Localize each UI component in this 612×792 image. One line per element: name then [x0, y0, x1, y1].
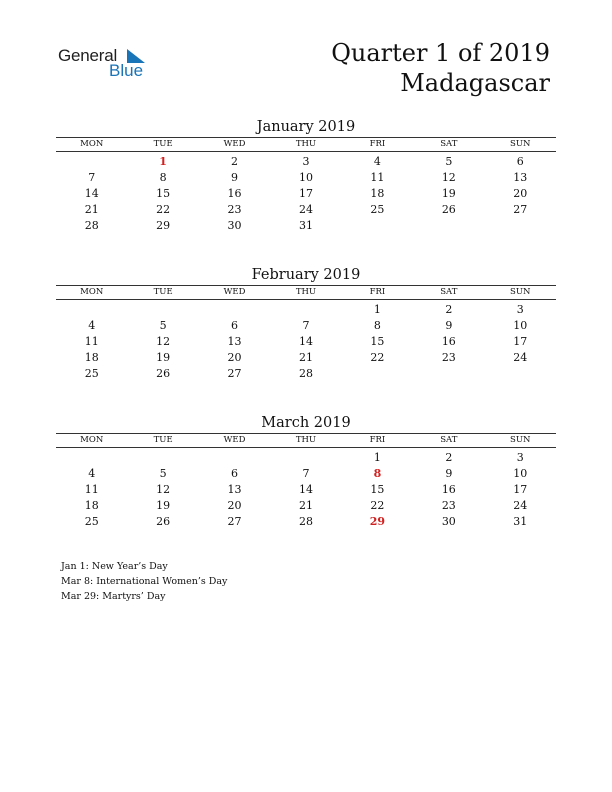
weekday-label: THU: [295, 435, 317, 445]
day-cell: 6: [231, 467, 239, 480]
weekday-label: MON: [80, 139, 104, 149]
month-title: March 2019: [261, 415, 351, 431]
weekday-label: WED: [223, 287, 246, 297]
day-cell: 7: [302, 319, 310, 332]
day-cell: 30: [441, 515, 456, 528]
brand-name-blue: Blue: [109, 61, 144, 80]
weekday-label: WED: [223, 435, 246, 445]
day-cell: 13: [513, 171, 528, 184]
holiday-day-cell: 29: [369, 515, 386, 528]
day-cell: 11: [84, 483, 99, 496]
week-row: [56, 334, 556, 350]
day-cell: 10: [513, 319, 528, 332]
day-cell: 28: [298, 367, 313, 380]
day-cell: 21: [298, 351, 313, 364]
month-title: February 2019: [251, 267, 361, 283]
week-row: [56, 318, 556, 334]
week-row: [56, 218, 556, 234]
weekday-label: TUE: [153, 139, 173, 149]
day-cell: 2: [231, 155, 239, 168]
day-cell: [485, 366, 556, 382]
day-cell: 12: [156, 335, 171, 348]
day-cell: 2: [445, 451, 453, 464]
day-cell: [413, 366, 484, 382]
day-cell: 6: [516, 155, 524, 168]
country-title: Madagascar: [400, 69, 550, 97]
day-cell: 20: [227, 499, 242, 512]
week-row: [56, 186, 556, 202]
day-cell: 11: [370, 171, 385, 184]
week-row: [56, 350, 556, 366]
day-cell: 25: [84, 367, 99, 380]
day-cell: [199, 450, 270, 466]
day-cell: 15: [370, 335, 385, 348]
day-cell: 23: [227, 203, 242, 216]
day-cell: [199, 302, 270, 318]
week-row: [56, 514, 556, 530]
day-cell: 2: [445, 303, 453, 316]
weekday-label: MON: [80, 435, 104, 445]
day-cell: 10: [513, 467, 528, 480]
day-cell: 14: [298, 335, 313, 348]
day-cell: 18: [84, 351, 99, 364]
weekday-label: TUE: [153, 435, 173, 445]
day-cell: 31: [298, 219, 313, 232]
month-block: [56, 117, 556, 234]
day-cell: 16: [227, 187, 242, 200]
day-cell: [342, 218, 413, 234]
weekday-label: SUN: [510, 139, 531, 149]
day-cell: 1: [373, 303, 381, 316]
day-cell: 20: [513, 187, 528, 200]
day-cell: [270, 302, 341, 318]
day-cell: 24: [513, 499, 528, 512]
week-row: [56, 482, 556, 498]
day-cell: 5: [159, 319, 167, 332]
weekday-label: THU: [295, 139, 317, 149]
week-row: [56, 302, 556, 318]
week-row: [56, 202, 556, 218]
week-row: [56, 498, 556, 514]
day-cell: 25: [84, 515, 99, 528]
day-cell: 19: [156, 499, 171, 512]
brand-name-general: General: [58, 46, 118, 65]
day-cell: 16: [441, 483, 456, 496]
day-cell: 3: [516, 451, 524, 464]
day-cell: 6: [231, 319, 239, 332]
day-cell: 11: [84, 335, 99, 348]
day-cell: 28: [298, 515, 313, 528]
day-cell: 27: [513, 203, 528, 216]
day-cell: 9: [231, 171, 239, 184]
holiday-note: Jan 1: New Year’s Day: [61, 561, 168, 572]
day-cell: 17: [298, 187, 313, 200]
holiday-day-cell: 8: [373, 467, 382, 480]
day-cell: [56, 450, 127, 466]
day-cell: 9: [445, 319, 453, 332]
weekday-label: SAT: [440, 139, 458, 149]
holiday-day-cell: 1: [159, 155, 167, 168]
week-row: [56, 154, 556, 170]
day-cell: 1: [373, 451, 381, 464]
day-cell: 24: [298, 203, 313, 216]
weekday-header: [56, 285, 556, 300]
day-cell: 28: [84, 219, 99, 232]
day-cell: 21: [298, 499, 313, 512]
day-cell: [270, 450, 341, 466]
day-cell: 8: [373, 319, 381, 332]
day-cell: 13: [227, 335, 242, 348]
day-cell: [127, 450, 198, 466]
day-cell: 22: [370, 499, 385, 512]
day-cell: 14: [298, 483, 313, 496]
day-cell: 15: [156, 187, 171, 200]
weekday-label: SAT: [440, 435, 458, 445]
day-cell: [413, 218, 484, 234]
quarter-title: Quarter 1 of 2019: [331, 39, 550, 67]
weekday-label: SUN: [510, 287, 531, 297]
weekday-label: SAT: [440, 287, 458, 297]
day-cell: 21: [84, 203, 99, 216]
day-cell: 7: [88, 171, 96, 184]
holiday-note: Mar 8: International Women’s Day: [61, 576, 228, 587]
week-row: [56, 366, 556, 382]
weekday-label: WED: [223, 139, 246, 149]
week-row: [56, 170, 556, 186]
day-cell: 26: [156, 367, 171, 380]
day-cell: 3: [516, 303, 524, 316]
weekday-label: FRI: [369, 287, 386, 297]
day-cell: 24: [513, 351, 528, 364]
day-cell: 8: [159, 171, 167, 184]
week-row: [56, 450, 556, 466]
day-cell: 15: [370, 483, 385, 496]
weekday-label: MON: [80, 287, 104, 297]
day-cell: 4: [88, 467, 96, 480]
day-cell: 18: [370, 187, 385, 200]
day-cell: 27: [227, 515, 242, 528]
day-cell: 17: [513, 483, 528, 496]
day-cell: 16: [441, 335, 456, 348]
day-cell: 7: [302, 467, 310, 480]
month-block: [56, 413, 556, 530]
week-row: [56, 466, 556, 482]
day-cell: 12: [441, 171, 456, 184]
day-cell: [56, 302, 127, 318]
day-cell: [485, 218, 556, 234]
day-cell: 18: [84, 499, 99, 512]
day-cell: 4: [88, 319, 96, 332]
day-cell: 26: [156, 515, 171, 528]
day-cell: 20: [227, 351, 242, 364]
day-cell: 5: [445, 155, 453, 168]
weekday-header: [56, 137, 556, 152]
day-cell: 5: [159, 467, 167, 480]
brand-logo: [58, 46, 158, 82]
day-cell: 19: [156, 351, 171, 364]
day-cell: 19: [441, 187, 456, 200]
day-cell: 23: [441, 351, 456, 364]
weekday-header: [56, 433, 556, 448]
day-cell: 9: [445, 467, 453, 480]
day-cell: 29: [156, 219, 171, 232]
holiday-notes: [61, 559, 227, 604]
weekday-label: TUE: [153, 287, 173, 297]
day-cell: 12: [156, 483, 171, 496]
month-title: January 2019: [256, 119, 356, 135]
weekday-label: FRI: [369, 435, 386, 445]
day-cell: 22: [370, 351, 385, 364]
page-title: [331, 38, 550, 98]
holiday-note: Mar 29: Martyrs’ Day: [61, 591, 166, 602]
day-cell: [342, 366, 413, 382]
day-cell: 10: [298, 171, 313, 184]
day-cell: 14: [84, 187, 99, 200]
day-cell: 30: [227, 219, 242, 232]
day-cell: 26: [441, 203, 456, 216]
day-cell: 22: [156, 203, 171, 216]
day-cell: 31: [513, 515, 528, 528]
day-cell: 23: [441, 499, 456, 512]
day-cell: [127, 302, 198, 318]
weekday-label: SUN: [510, 435, 531, 445]
day-cell: [56, 154, 127, 170]
day-cell: 17: [513, 335, 528, 348]
day-cell: 3: [302, 155, 310, 168]
weekday-label: THU: [295, 287, 317, 297]
day-cell: 4: [373, 155, 381, 168]
day-cell: 13: [227, 483, 242, 496]
month-block: [56, 265, 556, 382]
day-cell: 25: [370, 203, 385, 216]
day-cell: 27: [227, 367, 242, 380]
weekday-label: FRI: [369, 139, 386, 149]
